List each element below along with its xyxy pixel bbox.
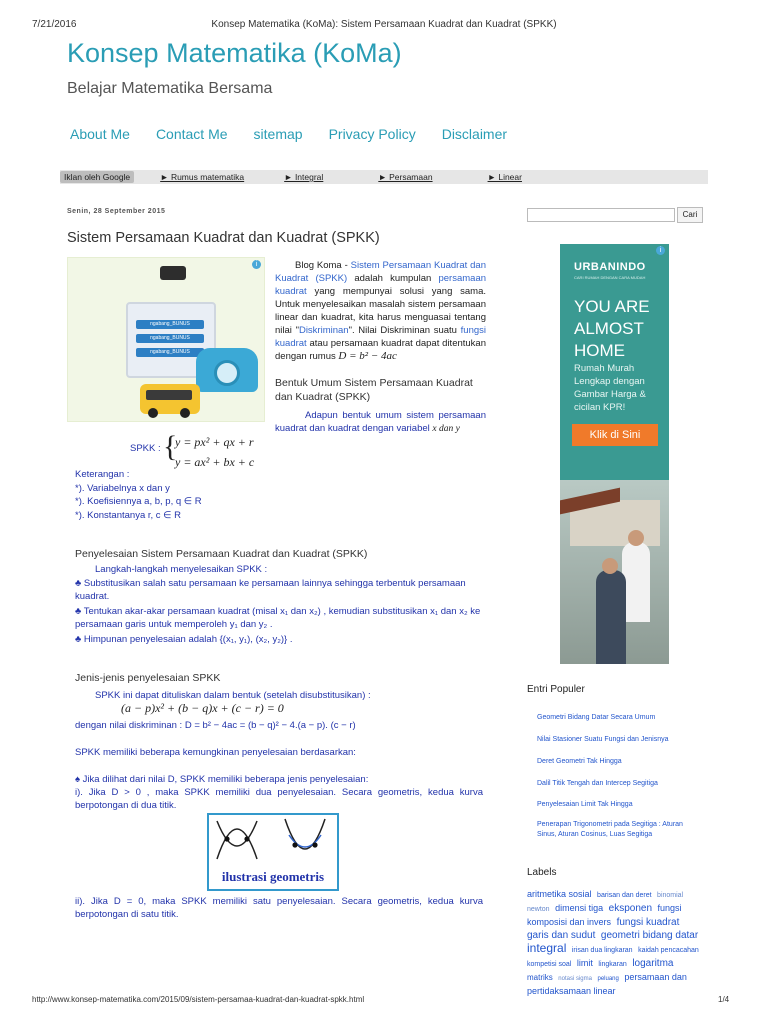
popular-post-item[interactable]: Dalil Titik Tengah dan Intercep Segitiga xyxy=(537,780,658,787)
jenis-formula: (a − p)x² + (b − q)x + (c − r) = 0 xyxy=(121,701,284,715)
link-persamaan-kuadrat[interactable]: persamaan kuadrat xyxy=(275,273,487,297)
nav-privacy-policy[interactable]: Privacy Policy xyxy=(328,126,416,142)
step-item: ♣ Tentukan akar-akar persamaan kuadrat (misal x₁ dan x₂) , kemudian substitusikan x₁ dan x₂ ke persamaan garis untuk memperoleh y₁ dan y₂ . xyxy=(75,606,481,630)
jenis-line-1: SPKK ini dapat dituliskan dalam bentuk (setelah disubstitusikan) : xyxy=(95,690,371,701)
site-description: Belajar Matematika Bersama xyxy=(67,80,273,97)
ad-link-linear[interactable]: ► Linear xyxy=(487,172,522,182)
print-footer-page: 1/4 xyxy=(718,995,730,1004)
nav-sitemap[interactable]: sitemap xyxy=(253,126,303,142)
section-bentuk-umum-text: Adapun bentuk umum sistem persamaan kuadrat dan kuadrat dengan variabel x dan y xyxy=(275,410,486,434)
ad-info-icon[interactable]: i xyxy=(252,260,261,269)
phone-icon xyxy=(160,266,186,280)
label-link[interactable]: limit xyxy=(576,958,593,968)
ad-link-persamaan[interactable]: ► Persamaan xyxy=(378,172,433,182)
popular-posts-title: Entri Populer xyxy=(527,684,585,695)
print-footer-url: http://www.konsep-matematika.com/2015/09/sistem-persamaa-kuadrat-dan-kuadrat-spkk.html xyxy=(32,995,365,1004)
search-button[interactable]: Cari xyxy=(677,207,703,223)
telephone-icon xyxy=(196,348,258,392)
popular-post-item[interactable]: Deret Geometri Tak Hingga xyxy=(537,758,622,765)
label-link[interactable]: integral xyxy=(527,941,567,955)
bus-icon xyxy=(140,384,200,414)
steps-title: Langkah-langkah menyelesaikan SPKK : xyxy=(95,564,268,575)
spkk-label: SPKK : xyxy=(130,443,161,454)
label-link[interactable]: irisan dua lingkaran xyxy=(571,947,633,954)
curves-icon xyxy=(209,815,337,865)
keterangan-item: *). Variabelnya x dan y xyxy=(75,483,170,494)
ad-link-rumus[interactable]: ► Rumus matematika xyxy=(160,172,245,182)
keterangan-title: Keterangan : xyxy=(75,469,130,480)
label-link[interactable]: persamaan dan pertidaksamaan linear xyxy=(527,972,687,996)
banner-tagline: CARI RUMAH DENGAN CARA MUDAH xyxy=(574,275,646,280)
popular-post-item[interactable]: Geometri Bidang Datar Secara Umum xyxy=(537,714,656,721)
banner-subtext: Rumah Murah Lengkap dengan Gambar Harga & cicilan KPR! xyxy=(574,363,646,413)
spkk-equation-2: y = ax² + bx + c xyxy=(175,455,255,469)
link-diskriminan[interactable]: Diskriminan xyxy=(298,325,349,336)
ad-image[interactable] xyxy=(67,257,265,422)
intro-paragraph: Blog Koma - Sistem Persamaan Kuadrat dan Kuadrat (SPKK) adalah kumpulan persamaan kuadrat yang mempunyai solusi yang sama. Untuk menyelesaikan masalah sistem persamaan linear dan kuadrat, kita harus menguasai tentang nilai "Diskriminan". Nilai Diskriminan suatu fungsi kuadrat atau persamaan kuadrat dapat ditentukan dengan rumus D = b² − 4ac xyxy=(275,260,487,362)
label-link[interactable]: komposisi dan invers xyxy=(527,917,612,927)
label-link[interactable]: barisan dan deret xyxy=(597,892,652,899)
banner-cta-button[interactable]: Klik di Sini xyxy=(572,424,658,446)
label-link[interactable]: notasi sigma xyxy=(558,976,592,982)
popular-post-item[interactable]: Nilai Stasioner Suatu Fungsi dan Jenisnya xyxy=(537,736,669,743)
label-link[interactable]: dimensi tiga xyxy=(555,903,604,913)
print-date: 7/21/2016 xyxy=(32,19,77,30)
search-input[interactable] xyxy=(527,208,675,222)
site-title[interactable]: Konsep Matematika (KoMa) xyxy=(67,38,402,68)
illustration-geometric xyxy=(207,813,339,891)
popular-post-item[interactable]: Penerapan Trigonometri pada Segitiga : Aturan Sinus, Aturan Cosinus, Luas Segitiga xyxy=(537,821,683,838)
label-link[interactable]: fungsi xyxy=(657,903,682,913)
section-penyelesaian-title: Penyelesaian Sistem Persamaan Kuadrat dan Kuadrat (SPKK) xyxy=(75,548,368,560)
label-link[interactable]: eksponen xyxy=(608,903,653,914)
jenis-line-3: SPKK memiliki beberapa kemungkinan penyelesaian berdasarkan: xyxy=(75,747,356,758)
nav-contact-me[interactable]: Contact Me xyxy=(155,126,228,142)
link-spkk[interactable]: Sistem Persamaan Kuadrat dan Kuadrat (SPKK) xyxy=(275,260,486,284)
label-link[interactable]: kaidah pencacahan xyxy=(638,947,699,954)
label-link[interactable]: logaritma xyxy=(632,958,674,969)
banner-photo xyxy=(560,480,669,664)
label-link[interactable]: peluang xyxy=(597,976,619,982)
label-link[interactable]: binomial newton xyxy=(527,892,684,913)
nav-disclaimer[interactable]: Disclaimer xyxy=(441,126,508,142)
ad-button: ngabang_BUNUS xyxy=(136,334,204,343)
post-title[interactable]: Sistem Persamaan Kuadrat dan Kuadrat (SPKK) xyxy=(67,230,380,246)
labels-cloud xyxy=(527,888,703,997)
ad-link-bar xyxy=(60,170,708,184)
ad-button: ngabang_BUNUS xyxy=(136,348,204,357)
label-link[interactable]: lingkaran xyxy=(598,961,627,968)
banner-headline: YOU ARE ALMOST HOME xyxy=(574,297,650,360)
spkk-equation-1: y = px² + qx + r xyxy=(175,435,254,449)
ad-button: ngabang_BUNUS xyxy=(136,320,204,329)
jenis-line-2: dengan nilai diskriminan : D = b² − 4ac = (b − q)² − 4.(a − p). (c − r) xyxy=(75,720,356,731)
top-nav xyxy=(70,126,533,142)
link-fungsi-kuadrat[interactable]: fungsi kuadrat xyxy=(275,325,486,349)
sidebar-banner-ad[interactable] xyxy=(560,244,669,664)
label-link[interactable]: kompetisi soal xyxy=(527,961,572,968)
label-link[interactable]: garis dan sudut xyxy=(527,930,596,941)
keterangan-item: *). Koefisiennya a, b, p, q ∈ R xyxy=(75,496,202,507)
print-title: Konsep Matematika (KoMa): Sistem Persamaan Kuadrat dan Kuadrat (SPKK) xyxy=(211,19,557,30)
nav-about-me[interactable]: About Me xyxy=(70,126,130,142)
illustration-caption: ilustrasi geometris xyxy=(221,869,325,884)
popular-post-item[interactable]: Penyelesaian Limit Tak Hingga xyxy=(537,801,633,808)
brace-icon: { xyxy=(163,430,178,463)
banner-brand: URBANINDO xyxy=(574,261,646,273)
label-link[interactable]: fungsi kuadrat xyxy=(616,917,680,928)
step-item: ♣ Substitusikan salah satu persamaan ke persamaan lainnya sehingga terbentuk persamaan kuadrat. xyxy=(75,578,466,602)
ad-info-icon[interactable]: i xyxy=(656,246,665,255)
label-link[interactable]: matriks xyxy=(527,973,553,982)
step-item: ♣ Himpunan penyelesaian adalah {(x₁, y₁), (x₂, y₂)} . xyxy=(75,634,293,645)
labels-title: Labels xyxy=(527,867,557,878)
section-jenis-title: Jenis-jenis penyelesaian SPKK xyxy=(75,672,221,684)
keterangan-item: *). Konstantanya r, c ∈ R xyxy=(75,510,181,521)
label-link[interactable]: aritmetika sosial xyxy=(527,889,592,899)
section-bentuk-umum-title: Bentuk Umum Sistem Persamaan Kuadrat dan Kuadrat (SPKK) xyxy=(275,377,473,403)
case-d-positive: i). Jika D > 0 , maka SPKK memiliki dua penyelesaian. Secara geometris, kedua kurva berpotongan di dua titik. xyxy=(75,787,483,811)
label-link[interactable]: geometri bidang datar xyxy=(600,930,699,941)
ads-by-google-badge[interactable]: Iklan oleh Google xyxy=(60,171,134,183)
case-d-zero: ii). Jika D = 0, maka SPKK memiliki satu penyelesaian. Secara geometris, kedua kurva berpotongan di satu titik. xyxy=(75,896,483,920)
jenis-line-4: ♠ Jika dilihat dari nilai D, SPKK memiliki beberapa jenis penyelesaian: xyxy=(75,774,369,785)
post-date: Senin, 28 September 2015 xyxy=(67,208,166,215)
ad-link-integral[interactable]: ► Integral xyxy=(284,172,324,182)
